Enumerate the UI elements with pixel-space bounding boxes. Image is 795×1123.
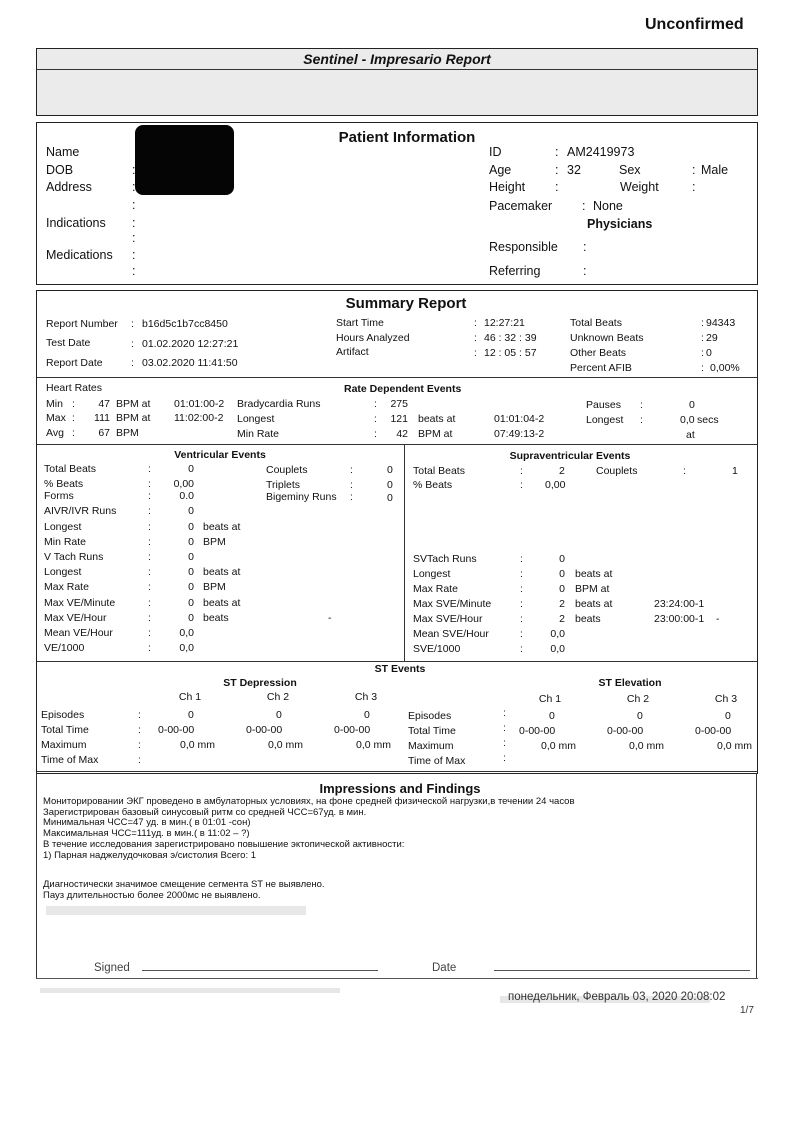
st-depression-episodes: 0 [188,709,194,721]
vent-row-unit: BPM [203,536,226,548]
impression-line: 1) Парная наджелудочковая э/систолия Всего: 1 [43,849,257,861]
test-date-label: Test Date [46,337,91,349]
vent-row-label: AIVR/IVR Runs [44,505,117,517]
sve-row-unit: beats at [575,568,613,580]
id-label: ID [489,145,502,159]
pacemaker-label: Pacemaker [489,199,553,213]
age-label: Age [489,163,512,177]
vent-row-value: 0 [188,612,194,624]
redacted-name-block [135,125,234,195]
colon: : [520,598,523,610]
vent-row-label: V Tach Runs [44,551,104,563]
address-label: Address [46,180,92,194]
unknown-beats-value: 29 [706,332,718,344]
colon: : [350,479,353,491]
date-label: Date [432,962,457,974]
vent-row-value: 0 [188,597,194,609]
colon: : [148,581,151,593]
st-depression-channel: Ch 1 [178,691,202,703]
pause-longest-value: 0,0 [680,414,695,426]
st-depression-heading: ST Depression [223,677,297,689]
colon: : [148,597,151,609]
sve-row-label: SVE/1000 [413,643,461,655]
hr-max-value: 111 [94,412,110,424]
vent-row-value: 0,0 [179,627,194,639]
st-row-label: Maximum [408,740,454,752]
sve-couplets-label: Couplets [596,465,638,477]
colon: : [640,399,643,411]
report-date-label: Report Date [46,357,103,369]
st-row-label: Episodes [408,710,452,722]
percent-afib-label: Percent AFIB [570,362,632,374]
responsible-label: Responsible [489,240,558,254]
brady-runs-value: 275 [390,398,408,410]
colon: : [132,264,136,278]
artifact-value: 12 : 05 : 57 [484,347,537,359]
vent-row-value: 0 [188,463,194,475]
st-depression-maximum: 0,0 mm [268,739,304,751]
st-depression-maximum: 0,0 mm [180,739,216,751]
st-depression-total-time: 0-00-00 [158,724,195,736]
st-depression-episodes: 0 [276,709,282,721]
sve-row-time: 23:24:00-1 [654,598,705,610]
colon: : [692,163,696,177]
colon: : [132,248,136,262]
supraventricular-heading: Supraventricular Events [509,450,631,462]
colon: : [701,332,704,344]
st-elevation-maximum: 0,0 mm [541,740,577,752]
colon: : [474,347,477,359]
sve-row-value: 2 [559,598,565,610]
st-elevation-heading: ST Elevation [598,677,662,689]
colon: : [520,583,523,595]
status-label: Unconfirmed [645,16,744,33]
colon: : [503,737,506,749]
report-date-value: 03.02.2020 11:41:50 [142,357,238,369]
summary-heading: Summary Report [345,295,467,312]
colon: : [692,180,696,194]
pause-at-label: at [686,429,695,441]
sve-row-label: Max SVE/Hour [413,613,483,625]
vent-triplets-label: Triplets [266,479,301,491]
colon: : [582,199,586,213]
colon: : [555,145,559,159]
vent-row-label: Mean VE/Hour [44,627,113,639]
colon: : [131,338,134,350]
colon: : [148,505,151,517]
sve-row-value: 0 [559,583,565,595]
sve-row-value: 0,0 [550,643,565,655]
vent-row-label: Longest [44,566,82,578]
st-elevation-maximum: 0,0 mm [717,740,753,752]
vent-row-label: Longest [44,521,82,533]
hr-min-unit: BPM at [116,398,151,410]
other-beats-label: Other Beats [570,347,627,359]
st-elevation-total-time: 0-00-00 [519,725,556,737]
impression-line: Максимальная ЧСС=111уд. в мин.( в 11:02 – ?) [43,828,250,840]
vent-row-value: 0 [188,566,194,578]
sve-row-value: 0 [559,553,565,565]
colon: : [148,478,151,490]
st-row-label: Episodes [41,709,85,721]
colon: : [148,490,151,502]
colon: : [503,707,506,719]
physicians-heading: Physicians [587,217,653,231]
colon: : [138,709,141,721]
sve-row-value: 2 [559,613,565,625]
sve-couplets-value: 1 [732,465,738,477]
st-events-heading: ST Events [374,663,426,675]
st-depression-maximum: 0,0 mm [356,739,392,751]
vent-row-label: Max VE/Minute [44,597,116,609]
st-depression-episodes: 0 [364,709,370,721]
hours-analyzed-value: 46 : 32 : 39 [484,332,537,344]
colon: : [555,180,559,194]
total-beats-value: 94343 [706,317,736,329]
colon: : [701,347,704,359]
colon: : [148,536,151,548]
st-row-label: Total Time [408,725,456,737]
st-row-label: Total Time [41,724,89,736]
vent-row-unit: beats at [203,566,241,578]
other-beats-value: 0 [706,347,712,359]
colon: : [374,413,377,425]
colon: : [520,465,523,477]
printed-timestamp: понедельник, Февраль 03, 2020 20:08:02 [508,991,726,1003]
id-value: AM2419973 [567,145,635,159]
vent-row-label: VE/1000 [44,642,85,654]
sve-total-beats-value: 2 [559,465,565,477]
st-elevation-maximum: 0,0 mm [629,740,665,752]
colon: : [131,318,134,330]
dob-label: DOB [46,163,74,177]
st-depression-total-time: 0-00-00 [334,724,371,736]
colon: : [701,317,704,329]
st-elevation-channel: Ch 1 [538,693,562,705]
vent-row-value: 0 [188,505,194,517]
signature-line [142,970,378,971]
colon: : [583,264,587,278]
st-depression-channel: Ch 3 [354,691,378,703]
sve-row-unit: beats at [575,598,613,610]
sve-row-label: Max SVE/Minute [413,598,492,610]
vent-row-value: 0 [188,521,194,533]
hr-max-time: 11:02:00-2 [174,412,224,424]
colon: : [148,642,151,654]
colon: : [72,398,75,410]
vent-couplets-value: 0 [387,464,393,476]
signed-label: Signed [94,962,130,974]
pauses-label: Pauses [586,399,622,411]
report-title: Sentinel - Impresario Report [303,51,491,67]
colon: : [72,427,75,439]
colon: : [503,752,506,764]
vent-row-unit: beats [203,612,229,624]
brady-longest-value: 121 [390,413,408,425]
vent-row-label: Min Rate [44,536,87,548]
colon: : [701,362,704,374]
colon: : [583,240,587,254]
sve-total-beats-label: Total Beats [413,465,465,477]
sve-row-label: SVTach Runs [413,553,477,565]
colon: : [474,332,477,344]
colon: : [350,491,353,503]
min-rate-unit: BPM at [418,428,453,440]
vent-row-value: 0,0 [179,642,194,654]
page-number: 1/7 [740,1005,754,1016]
referring-label: Referring [489,264,541,278]
hr-avg-value: 67 [98,427,110,439]
weight-label: Weight [620,180,659,194]
st-elevation-total-time: 0-00-00 [695,725,732,737]
percent-afib-value: 0,00% [710,362,740,374]
hr-avg-label: Avg [46,427,64,439]
patient-info-box [36,122,758,285]
vent-row-unit: beats at [203,521,241,533]
colon: : [374,428,377,440]
colon: : [131,357,134,369]
sex-value: Male [701,163,729,177]
min-rate-value: 42 [396,428,408,440]
colon: : [555,163,559,177]
st-row-label: Maximum [41,739,87,751]
hr-min-time: 01:01:00-2 [174,398,225,410]
vent-couplets-label: Couplets [266,464,308,476]
vent-row-unit: beats at [203,597,241,609]
colon: : [520,553,523,565]
colon: : [148,521,151,533]
vent-bigeminy-value: 0 [387,492,393,504]
min-rate-label: Min Rate [237,428,280,440]
sve-row-value: 0,0 [550,628,565,640]
st-elevation-episodes: 0 [549,710,555,722]
sve-pct-beats-label: % Beats [413,479,453,491]
impression-line: Зарегистрирован базовый синусовый ритм со средней ЧСС=67уд. в мин. [43,806,367,818]
colon: : [132,163,136,177]
hr-max-label: Max [46,412,66,424]
age-value: 32 [567,163,581,177]
sve-row-label: Max Rate [413,583,458,595]
sve-pct-beats-value: 0,00 [545,479,566,491]
colon: : [148,551,151,563]
vent-row-value: 0.0 [179,490,194,502]
vent-row-label: % Beats [44,478,84,490]
min-rate-time: 07:49:13-2 [494,428,545,440]
colon: : [148,463,151,475]
rate-dependent-heading: Rate Dependent Events [344,383,462,395]
sve-row-unit: BPM at [575,583,610,595]
pacemaker-value: None [593,199,623,213]
vent-row-value: 0 [188,551,194,563]
hr-max-unit: BPM at [116,412,151,424]
st-row-label: Time of Max [408,755,466,767]
st-elevation-episodes: 0 [725,710,731,722]
colon: : [132,198,136,212]
sve-row-time: 23:00:00-1 [654,613,705,625]
heart-rates-heading: Heart Rates [46,382,103,394]
colon: : [72,412,75,424]
colon: : [503,722,506,734]
impression-line: В течение исследования зарегистрировано повышение эктопической активности: [43,838,405,850]
vent-row-label: Total Beats [44,463,96,475]
report-number-value: b16d5c1b7cc8450 [142,318,228,330]
vent-row-unit: BPM [203,581,226,593]
st-row-label: Time of Max [41,754,99,766]
hr-min-label: Min [46,398,63,410]
brady-longest-time: 01:01:04-2 [494,413,545,425]
vent-row-extra: - [328,612,332,624]
sve-row-extra: - [716,613,720,625]
colon: : [132,231,136,245]
st-elevation-episodes: 0 [637,710,643,722]
unknown-beats-label: Unknown Beats [570,332,644,344]
hr-min-value: 47 [98,398,110,410]
colon: : [520,479,523,491]
vent-row-value: 0 [188,581,194,593]
medications-label: Medications [46,248,113,262]
colon: : [474,317,477,329]
patient-info-heading: Patient Information [338,129,476,146]
start-time-value: 12:27:21 [484,317,525,329]
st-elevation-total-time: 0-00-00 [607,725,644,737]
colon: : [520,568,523,580]
vent-row-value: 0 [188,536,194,548]
brady-longest-unit: beats at [418,413,456,425]
ventricular-heading: Ventricular Events [174,449,266,461]
colon: : [132,216,136,230]
brady-longest-label: Longest [237,413,275,425]
colon: : [148,612,151,624]
colon: : [350,464,353,476]
impression-conclusion-line: Диагностически значимое смещение сегмента ST не выявлено. [43,879,325,890]
colon: : [683,465,686,477]
start-time-label: Start Time [336,317,384,329]
colon: : [148,627,151,639]
st-elevation-channel: Ch 3 [714,693,738,705]
st-depression-channel: Ch 2 [266,691,290,703]
brady-runs-label: Bradycardia Runs [237,398,321,410]
colon: : [640,414,643,426]
vent-row-label: Forms [44,490,74,502]
pause-longest-unit: secs [697,414,719,426]
colon: : [138,754,141,766]
date-line [494,970,750,971]
st-elevation-channel: Ch 2 [626,693,650,705]
colon: : [138,724,141,736]
impression-line: Минимальная ЧСС=47 уд. в мин.( в 01:01 -сон) [43,817,251,829]
pause-longest-label: Longest [586,414,624,426]
height-label: Height [489,180,526,194]
pauses-value: 0 [689,399,695,411]
colon: : [138,739,141,751]
impressions-heading: Impressions and Findings [319,781,481,796]
colon: : [148,566,151,578]
st-depression-total-time: 0-00-00 [246,724,283,736]
colon: : [374,398,377,410]
vent-row-label: Max VE/Hour [44,612,107,624]
colon: : [520,613,523,625]
colon: : [520,643,523,655]
test-date-value: 01.02.2020 12:27:21 [142,338,239,350]
indications-label: Indications [46,216,106,230]
impression-conclusion-line: Пауз длительностью более 2000мс не выявлено. [43,889,261,901]
hr-avg-unit: BPM [116,427,139,439]
report-title-box [36,48,758,116]
sex-label: Sex [619,163,641,177]
sve-row-unit: beats [575,613,601,625]
sve-row-label: Longest [413,568,451,580]
colon: : [132,180,136,194]
sve-row-label: Mean SVE/Hour [413,628,489,640]
vent-row-value: 0,00 [173,478,194,490]
name-label: Name [46,145,80,159]
total-beats-label: Total Beats [570,317,622,329]
colon: : [520,628,523,640]
vent-bigeminy-label: Bigeminy Runs [266,491,337,503]
report-number-label: Report Number [46,318,118,330]
vent-triplets-value: 0 [387,479,393,491]
vent-row-label: Max Rate [44,581,89,593]
sve-row-value: 0 [559,568,565,580]
hours-analyzed-label: Hours Analyzed [336,332,410,344]
impression-line: Мониторировании ЭКГ проведено в амбулаторных условиях, на фоне средней физической нагрузки,в течении 24 часов [43,796,575,807]
artifact-label: Artifact [336,346,369,358]
